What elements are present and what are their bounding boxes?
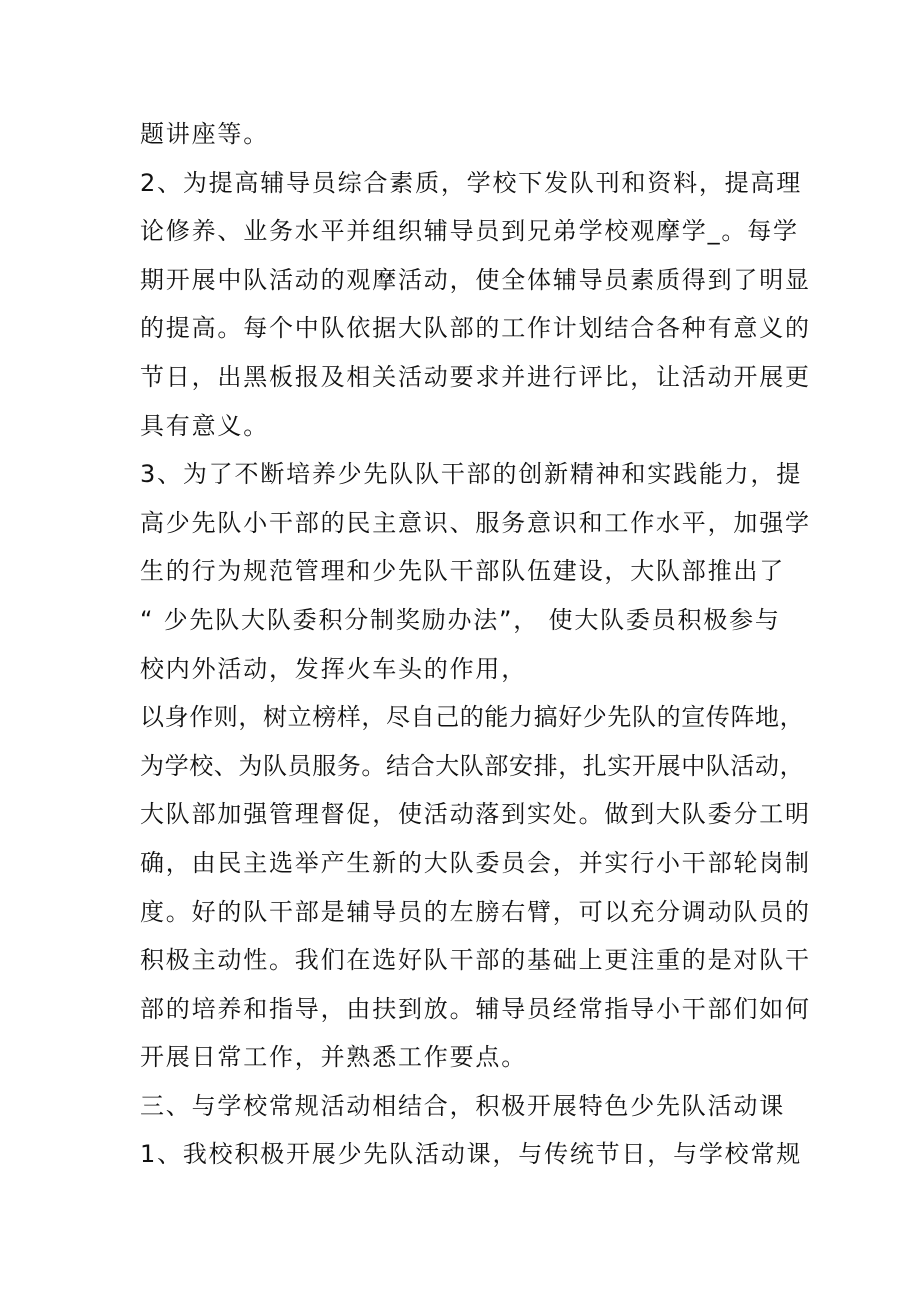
text-line: 度。好的队干部是辅导员的左膀右臂，可以充分调动队员的 [140,897,811,926]
body-text [140,110,811,1179]
text-line: “ 少先队大队委积分制奖励办法”， 使大队委员积极参与 [140,605,781,634]
text-line: 题讲座等。 [140,120,269,148]
text-line: 为学校、为队员服务。结合大队部安排，扎实开展中队活动， [140,751,805,780]
text-line: 论修养、业务水平并组织辅导员到兄弟学校观摩学_。每学 [140,217,799,246]
text-line: 大队部加强管理督促，使活动落到实处。做到大队委分工明 [140,800,811,829]
text-line: 的提高。每个中队依据大队部的工作计划结合各种有意义的 [140,314,811,343]
text-line: 积极主动性。我们在选好队干部的基础上更注重的是对队干 [140,946,811,975]
text-line: 2、为提高辅导员综合素质，学校下发队刊和资料，提高理 [140,168,803,197]
text-line: 以身作则，树立榜样，尽自己的能力搞好少先队的宣传阵地， [140,703,805,732]
section-heading: 三、与学校常规活动相结合，积极开展特色少先队活动课 [140,1091,785,1120]
text-line: 具有意义。 [140,411,269,440]
text-line: 生的行为规范管理和少先队干部队伍建设，大队部推出了 [140,557,785,586]
text-line: 部的培养和指导，由扶到放。辅导员经常指导小干部们如何 [140,994,811,1023]
text-line: 期开展中队活动的观摩活动，使全体辅导员素质得到了明显 [140,265,811,294]
text-line: 高少先队小干部的民主意识、服务意识和工作水平，加强学 [140,508,811,537]
text-line: 1、我校积极开展少先队活动课，与传统节日，与学校常规 [140,1140,803,1169]
text-line: 3、为了不断培养少先队队干部的创新精神和实践能力，提 [140,460,803,489]
text-line: 确，由民主选举产生新的大队委员会，并实行小干部轮岗制 [140,848,811,877]
text-line: 节日，出黑板报及相关活动要求并进行评比，让活动开展更 [140,362,811,391]
text-line: 开展日常工作，并熟悉工作要点。 [140,1043,527,1072]
text-line: 校内外活动，发挥火车头的作用， [140,654,527,683]
